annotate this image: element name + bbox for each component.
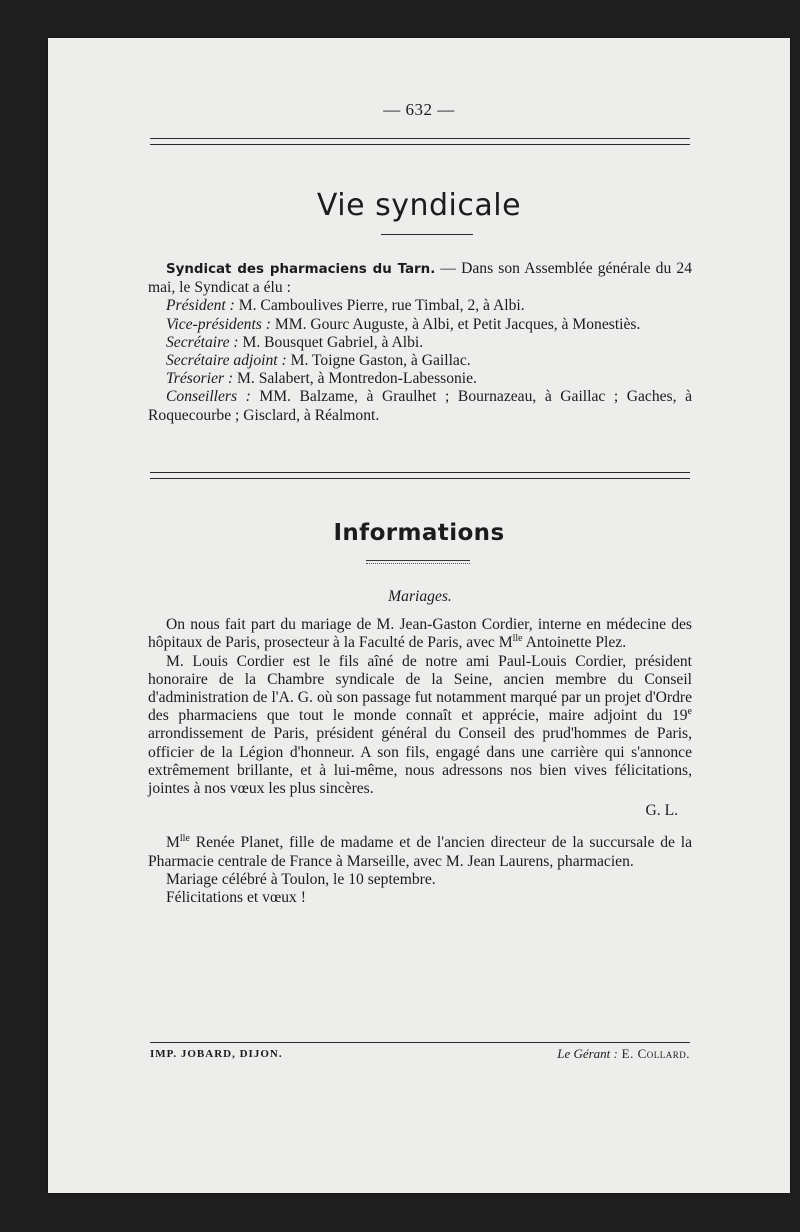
paragraph-text: arrondissement de Paris, président général du Conseil des prud'hommes de Paris, officier de la Légion d'honneur. A son fils, engagé dans une carrière qui s'annonce extrêmement brillante, et à lui-même, nous adressons nos bien vives félicitations, jointes à nos vœux les plus sincères. — [148, 725, 692, 798]
officer-vice-presidents — [148, 316, 692, 334]
page-number: — 632 — — [383, 100, 455, 119]
paragraph-cordier-wedding — [148, 616, 692, 652]
document-page — [48, 38, 790, 1193]
paragraph-text: Antoinette Plez. — [522, 634, 627, 652]
superscript: e — [687, 706, 692, 718]
officer-text: M. Camboulives Pierre, rue Timbal, 2, à Albi. — [234, 297, 525, 315]
officer-text: M. Salabert, à Montredon-Labessonie. — [233, 370, 477, 388]
footer-rule — [150, 1042, 690, 1043]
gerant-label: Le Gérant : — [557, 1046, 618, 1061]
printer-imprint: IMP. JOBARD, DIJON. — [150, 1048, 283, 1060]
officer-secretaire — [148, 334, 692, 352]
paragraph-text: On nous fait part du mariage de M. Jean-Gaston Cordier, interne en médecine des hôpitaux de Paris, prosecteur à la Faculté de Paris, avec M — [148, 616, 692, 652]
top-double-rule — [150, 138, 690, 145]
officer-role: Conseillers : — [166, 388, 251, 406]
officer-role: Secrétaire adjoint : — [166, 352, 287, 370]
gerant-line — [557, 1046, 690, 1062]
officer-text: MM. Balzame, à Graulhet ; Bournazeau, à Gaillac ; Gaches, à Roquecourbe ; Gisclard, à Réalmont. — [148, 388, 692, 424]
syndicat-intro — [148, 260, 692, 297]
officer-role: Trésorier : — [166, 370, 234, 388]
paragraph-text: Renée Planet, fille de madame et de l'ancien directeur de la succursale de la Pharmacie centrale de France à Marseille, avec M. Jean Laurens, pharmacien. — [148, 834, 692, 870]
signature: G. L. — [645, 802, 678, 820]
officer-role: Président : — [166, 297, 235, 315]
officer-text: M. Bousquet Gabriel, à Albi. — [238, 333, 424, 351]
paragraph-ceremony: Mariage célébré à Toulon, le 10 septembre. — [166, 870, 436, 888]
officer-text: M. Toigne Gaston, à Gaillac. — [286, 352, 471, 370]
paragraph-cordier-father — [148, 653, 692, 799]
superscript: lle — [512, 633, 523, 645]
officer-conseillers — [148, 388, 692, 424]
officer-role: Vice-présidents : — [166, 315, 271, 333]
informations-section — [148, 588, 692, 907]
gerant-name: E. Collard. — [617, 1046, 690, 1061]
paragraph-congratulations: Félicitations et vœux ! — [166, 889, 306, 907]
superscript: lle — [179, 833, 190, 845]
syndicat-section — [148, 260, 692, 425]
section-separator-rule — [150, 472, 690, 479]
title-underline — [366, 560, 470, 564]
title-underline — [381, 234, 473, 235]
syndicat-name: Syndicat des pharmaciens du Tarn. — [166, 262, 436, 277]
officer-president — [148, 297, 692, 315]
subsection-title-mariages: Mariages. — [388, 588, 452, 605]
section-title-vie-syndicale: Vie syndicale — [316, 188, 522, 223]
officer-role: Secrétaire : — [166, 333, 239, 351]
paragraph-text: M. Louis Cordier est le fils aîné de notre ami Paul-Louis Cordier, président honoraire de la Chambre syndicale de la Seine, ancien membre du Conseil d'administration de l'A. G. où son passage fut notamment marqué par un projet d'Ordre des pharmaciens que tout le monde connaît et apprécie, maire adjoint du 19 — [148, 652, 692, 725]
officer-text: MM. Gourc Auguste, à Albi, et Petit Jacques, à Monestiès. — [270, 315, 641, 333]
section-title-informations: Informations — [333, 520, 505, 546]
officer-secretaire-adjoint — [148, 352, 692, 370]
paragraph-text: M — [166, 834, 180, 852]
officer-tresorier — [148, 370, 692, 388]
paragraph-planet-wedding — [148, 834, 692, 870]
syndicat-intro-text: — Dans son Assemblée générale du 24 mai, le Syndicat a élu : — [148, 260, 692, 297]
